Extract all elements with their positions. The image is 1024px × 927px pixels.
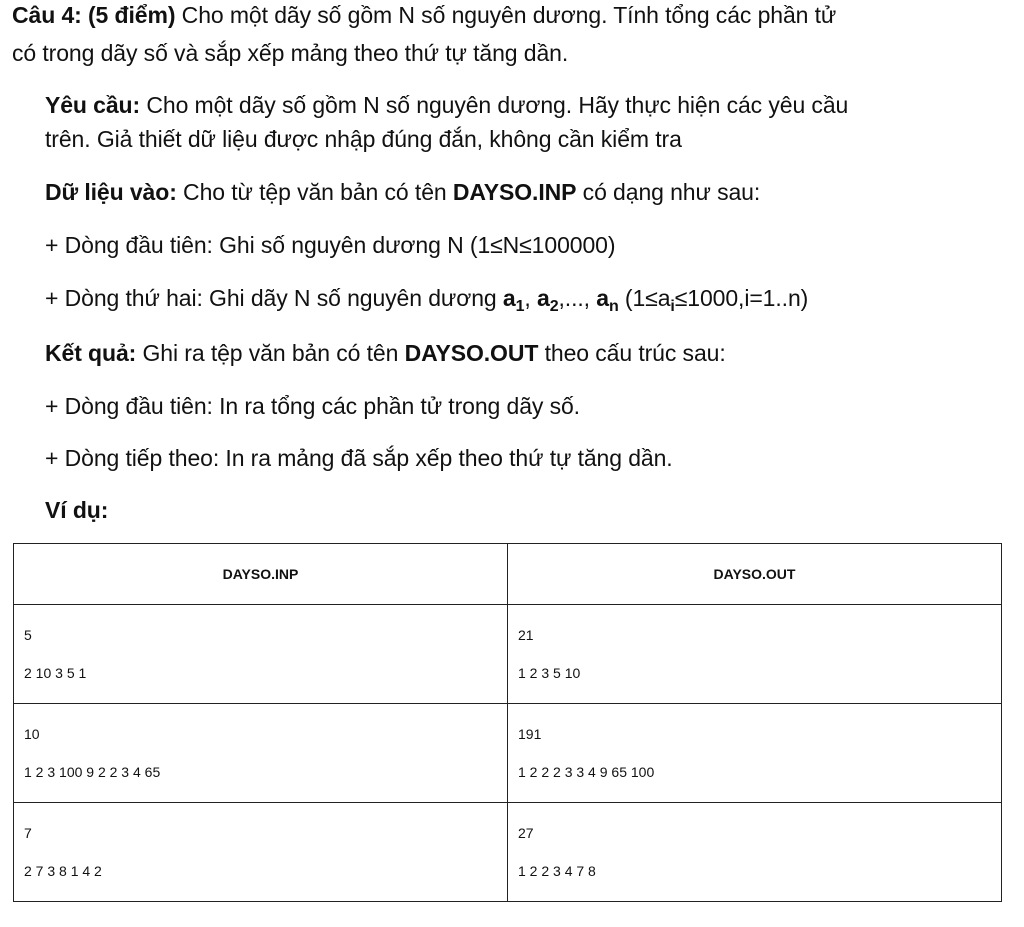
question-line-2: có trong dãy số và sắp xếp mảng theo thứ tự tăng dần. (12, 40, 569, 66)
question-points: (5 điểm) (88, 2, 176, 28)
output-cell: 191 1 2 2 2 3 3 4 9 65 100 (508, 704, 1002, 803)
input-line-1: + Dòng đầu tiên: Ghi số nguyên dương N (1≤N≤100000) (45, 232, 616, 258)
requirement-line-2: trên. Giả thiết dữ liệu được nhập đúng đắn, không cần kiểm tra (45, 126, 682, 152)
example-table (13, 543, 1002, 902)
output-line-1: + Dòng đầu tiên: In ra tổng các phần tử trong dãy số. (45, 393, 580, 419)
input-cell: 7 2 7 3 8 1 4 2 (14, 803, 508, 902)
input-line-2: + Dòng thứ hai: Ghi dãy N số nguyên dương $a_1$, $a_2$,..., $a_n$ $(1\le a_i\le 1000,i=1..n)$ (45, 285, 809, 315)
table-row (14, 605, 1002, 704)
output-heading: Kết quả: Ghi ra tệp văn bản có tên DAYSO.OUT theo cấu trúc sau: (45, 340, 726, 366)
question-label: Câu 4: (12, 2, 82, 28)
output-filename: DAYSO.OUT (404, 340, 539, 366)
question-text: Cho một dãy số gồm N số nguyên dương. Tính tổng các phần tử (175, 2, 837, 28)
table-row (14, 803, 1002, 902)
input-filename: DAYSO.INP (452, 179, 577, 205)
requirement-line-1 (45, 90, 848, 120)
table-header-row (14, 544, 1002, 605)
input-label: Dữ liệu vào: (45, 179, 177, 205)
output-cell: 27 1 2 2 3 4 7 8 (508, 803, 1002, 902)
requirement-text: Cho một dãy số gồm N số nguyên dương. Hãy thực hiện các yêu cầu (140, 92, 849, 118)
input-cell: 10 1 2 3 100 9 2 2 3 4 65 (14, 704, 508, 803)
input-cell: 5 2 10 3 5 1 (14, 605, 508, 704)
requirement-label: Yêu cầu: (45, 92, 141, 118)
header-input-file: DAYSO.INP (14, 544, 508, 605)
output-line-2: + Dòng tiếp theo: In ra mảng đã sắp xếp theo thứ tự tăng dần. (45, 445, 673, 471)
example-label: Ví dụ: (45, 497, 109, 523)
input-heading: Dữ liệu vào: Cho từ tệp văn bản có tên DAYSO.INP có dạng như sau: (45, 179, 761, 205)
table-row (14, 704, 1002, 803)
output-cell: 21 1 2 3 5 10 (508, 605, 1002, 704)
question-line-1 (12, 0, 836, 30)
header-output-file: DAYSO.OUT (508, 544, 1002, 605)
output-label: Kết quả: (45, 340, 137, 366)
